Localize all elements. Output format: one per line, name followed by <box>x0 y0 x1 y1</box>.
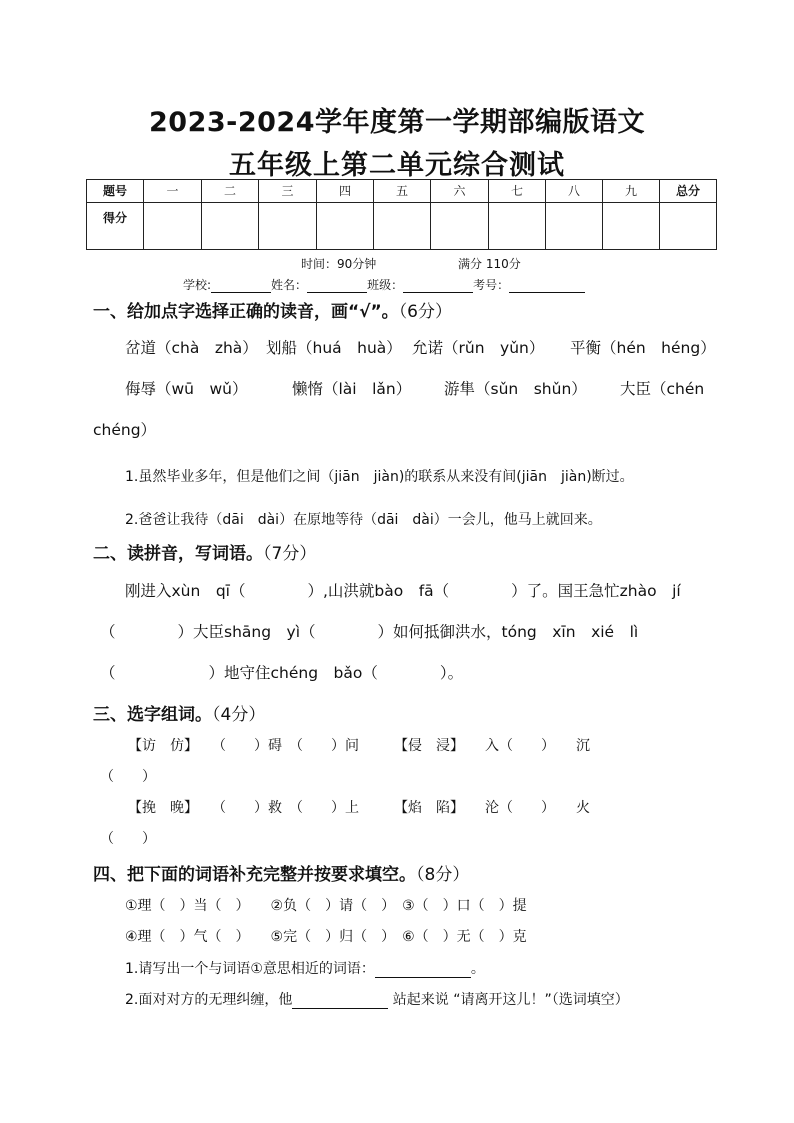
score-cell[interactable] <box>317 202 374 249</box>
score-cell[interactable] <box>489 202 546 249</box>
s4-question-2-end: 站起来说 “请离开这儿！”（选词填空） <box>388 992 629 1008</box>
section-3-points: （4分） <box>212 705 266 725</box>
score-table <box>86 179 717 250</box>
section-3-heading <box>93 700 265 725</box>
s4-question-2-blank[interactable] <box>292 994 388 1009</box>
score-cell[interactable] <box>144 202 202 249</box>
score-table-col: 七 <box>489 180 546 203</box>
score-table-col: 九 <box>603 180 660 203</box>
name-label: 姓名： <box>271 278 308 292</box>
section-4-points: （8分） <box>416 865 470 885</box>
s4-question-1-text: 1.请写出一个与词语①意思相近的词语： <box>125 961 375 977</box>
exam-title: 2023-2024学年度第一学期部编版语文 <box>149 107 645 138</box>
s1-row1-item: 岔道（chà zhà） <box>125 339 258 357</box>
s1-row1-item: 划船（huá huà） <box>266 339 402 357</box>
s3-row-2: 【挽 晚】 （ ）救 （ ）上 【焰 陷】 沦（ ） 火 <box>128 800 590 816</box>
s3-row-2-wrap: （ ） <box>100 831 156 847</box>
s4-question-1-blank[interactable] <box>375 963 471 978</box>
s2-line-3: （ ）地守住chéng bǎo（ ）。 <box>100 664 464 682</box>
s1-row1-item: 平衡（hén héng） <box>570 339 716 357</box>
score-table-total: 总分 <box>660 180 717 203</box>
score-table-col: 三 <box>259 180 317 203</box>
s1-question-2: 2.爸爸让我待（dāi dài）在原地等待（dāi dài）一会儿，他马上就回来。 <box>125 512 602 528</box>
section-4-heading <box>93 860 469 885</box>
score-table-col: 六 <box>431 180 489 203</box>
school-field[interactable] <box>211 280 271 293</box>
class-field[interactable] <box>403 280 473 293</box>
score-table-header-row <box>87 180 717 203</box>
score-table-col: 五 <box>374 180 431 203</box>
section-2-title: 二、读拼音，写词语。 <box>93 544 263 564</box>
s4-row-1: ①理（ ）当（ ） ②负（ ）请（ ） ③（ ）口（ ）提 <box>125 898 527 914</box>
s1-row1-item: 允诺（rǔn yǔn） <box>412 339 545 357</box>
score-table-score-row <box>87 202 717 249</box>
s2-line-2: （ ）大臣shāng yì（ ）如何抵御洪水，tóng xīn xié lì <box>100 623 639 641</box>
exam-time: 时间：90分钟 <box>301 257 377 271</box>
s1-row2-item: 大臣（chén <box>620 380 705 398</box>
exam-subtitle: 五年级上第二单元综合测试 <box>229 150 565 181</box>
score-cell[interactable] <box>374 202 431 249</box>
section-2-points: （7分） <box>263 544 317 564</box>
score-cell[interactable] <box>603 202 660 249</box>
score-cell[interactable] <box>202 202 259 249</box>
s1-row2-item: 懒惰（lài lǎn） <box>292 380 412 398</box>
score-cell[interactable] <box>660 202 717 249</box>
score-table-label: 题号 <box>87 180 144 203</box>
section-1-heading <box>93 297 452 322</box>
score-table-col: 八 <box>546 180 603 203</box>
name-field[interactable] <box>307 280 367 293</box>
s2-line-1: 刚进入xùn qī（ ）,山洪就bào fā（ ）了。国王急忙zhào jí <box>125 582 681 600</box>
section-4-title: 四、把下面的词语补充完整并按要求填空。 <box>93 865 416 885</box>
s1-row2-item: 游隼（sǔn shǔn） <box>444 380 587 398</box>
exam-no-label: 考号： <box>473 278 510 292</box>
section-2-heading <box>93 539 316 564</box>
exam-no-field[interactable] <box>509 280 585 293</box>
s3-row-1-wrap: （ ） <box>100 769 156 785</box>
s1-row2-item: 侮辱（wū wǔ） <box>125 380 248 398</box>
exam-full-score: 满分 110分 <box>458 257 521 271</box>
section-1-points: （6分） <box>398 302 453 322</box>
s1-row3-wrap: chéng） <box>93 421 157 439</box>
class-label: 班级： <box>367 278 404 292</box>
section-3-title: 三、选字组词。 <box>93 705 212 725</box>
school-label: 学校: <box>183 278 212 292</box>
score-cell[interactable] <box>546 202 603 249</box>
s4-question-2 <box>125 989 629 1009</box>
score-table-col: 二 <box>202 180 259 203</box>
score-row-label: 得分 <box>87 202 144 249</box>
s1-question-1: 1.虽然毕业多年，但是他们之间（jiān jiàn)的联系从来没有间(jiān jiàn)断过。 <box>125 469 634 485</box>
s4-question-1-end: 。 <box>470 961 485 977</box>
section-1-title: 一、给加点字选择正确的读音，画“√”。 <box>93 302 399 322</box>
s3-row-1: 【访 仿】 （ ）碍 （ ）问 【侵 浸】 入（ ） 沉 <box>128 738 590 754</box>
score-table-col: 一 <box>144 180 202 203</box>
score-cell[interactable] <box>259 202 317 249</box>
s4-question-2-text: 2.面对对方的无理纠缠，他 <box>125 992 293 1008</box>
s4-row-2: ④理（ ）气（ ） ⑤完（ ）归（ ） ⑥（ ）无（ ）克 <box>125 929 527 945</box>
exam-info-line <box>183 276 585 293</box>
score-cell[interactable] <box>431 202 489 249</box>
s4-question-1 <box>125 958 485 978</box>
score-table-col: 四 <box>317 180 374 203</box>
